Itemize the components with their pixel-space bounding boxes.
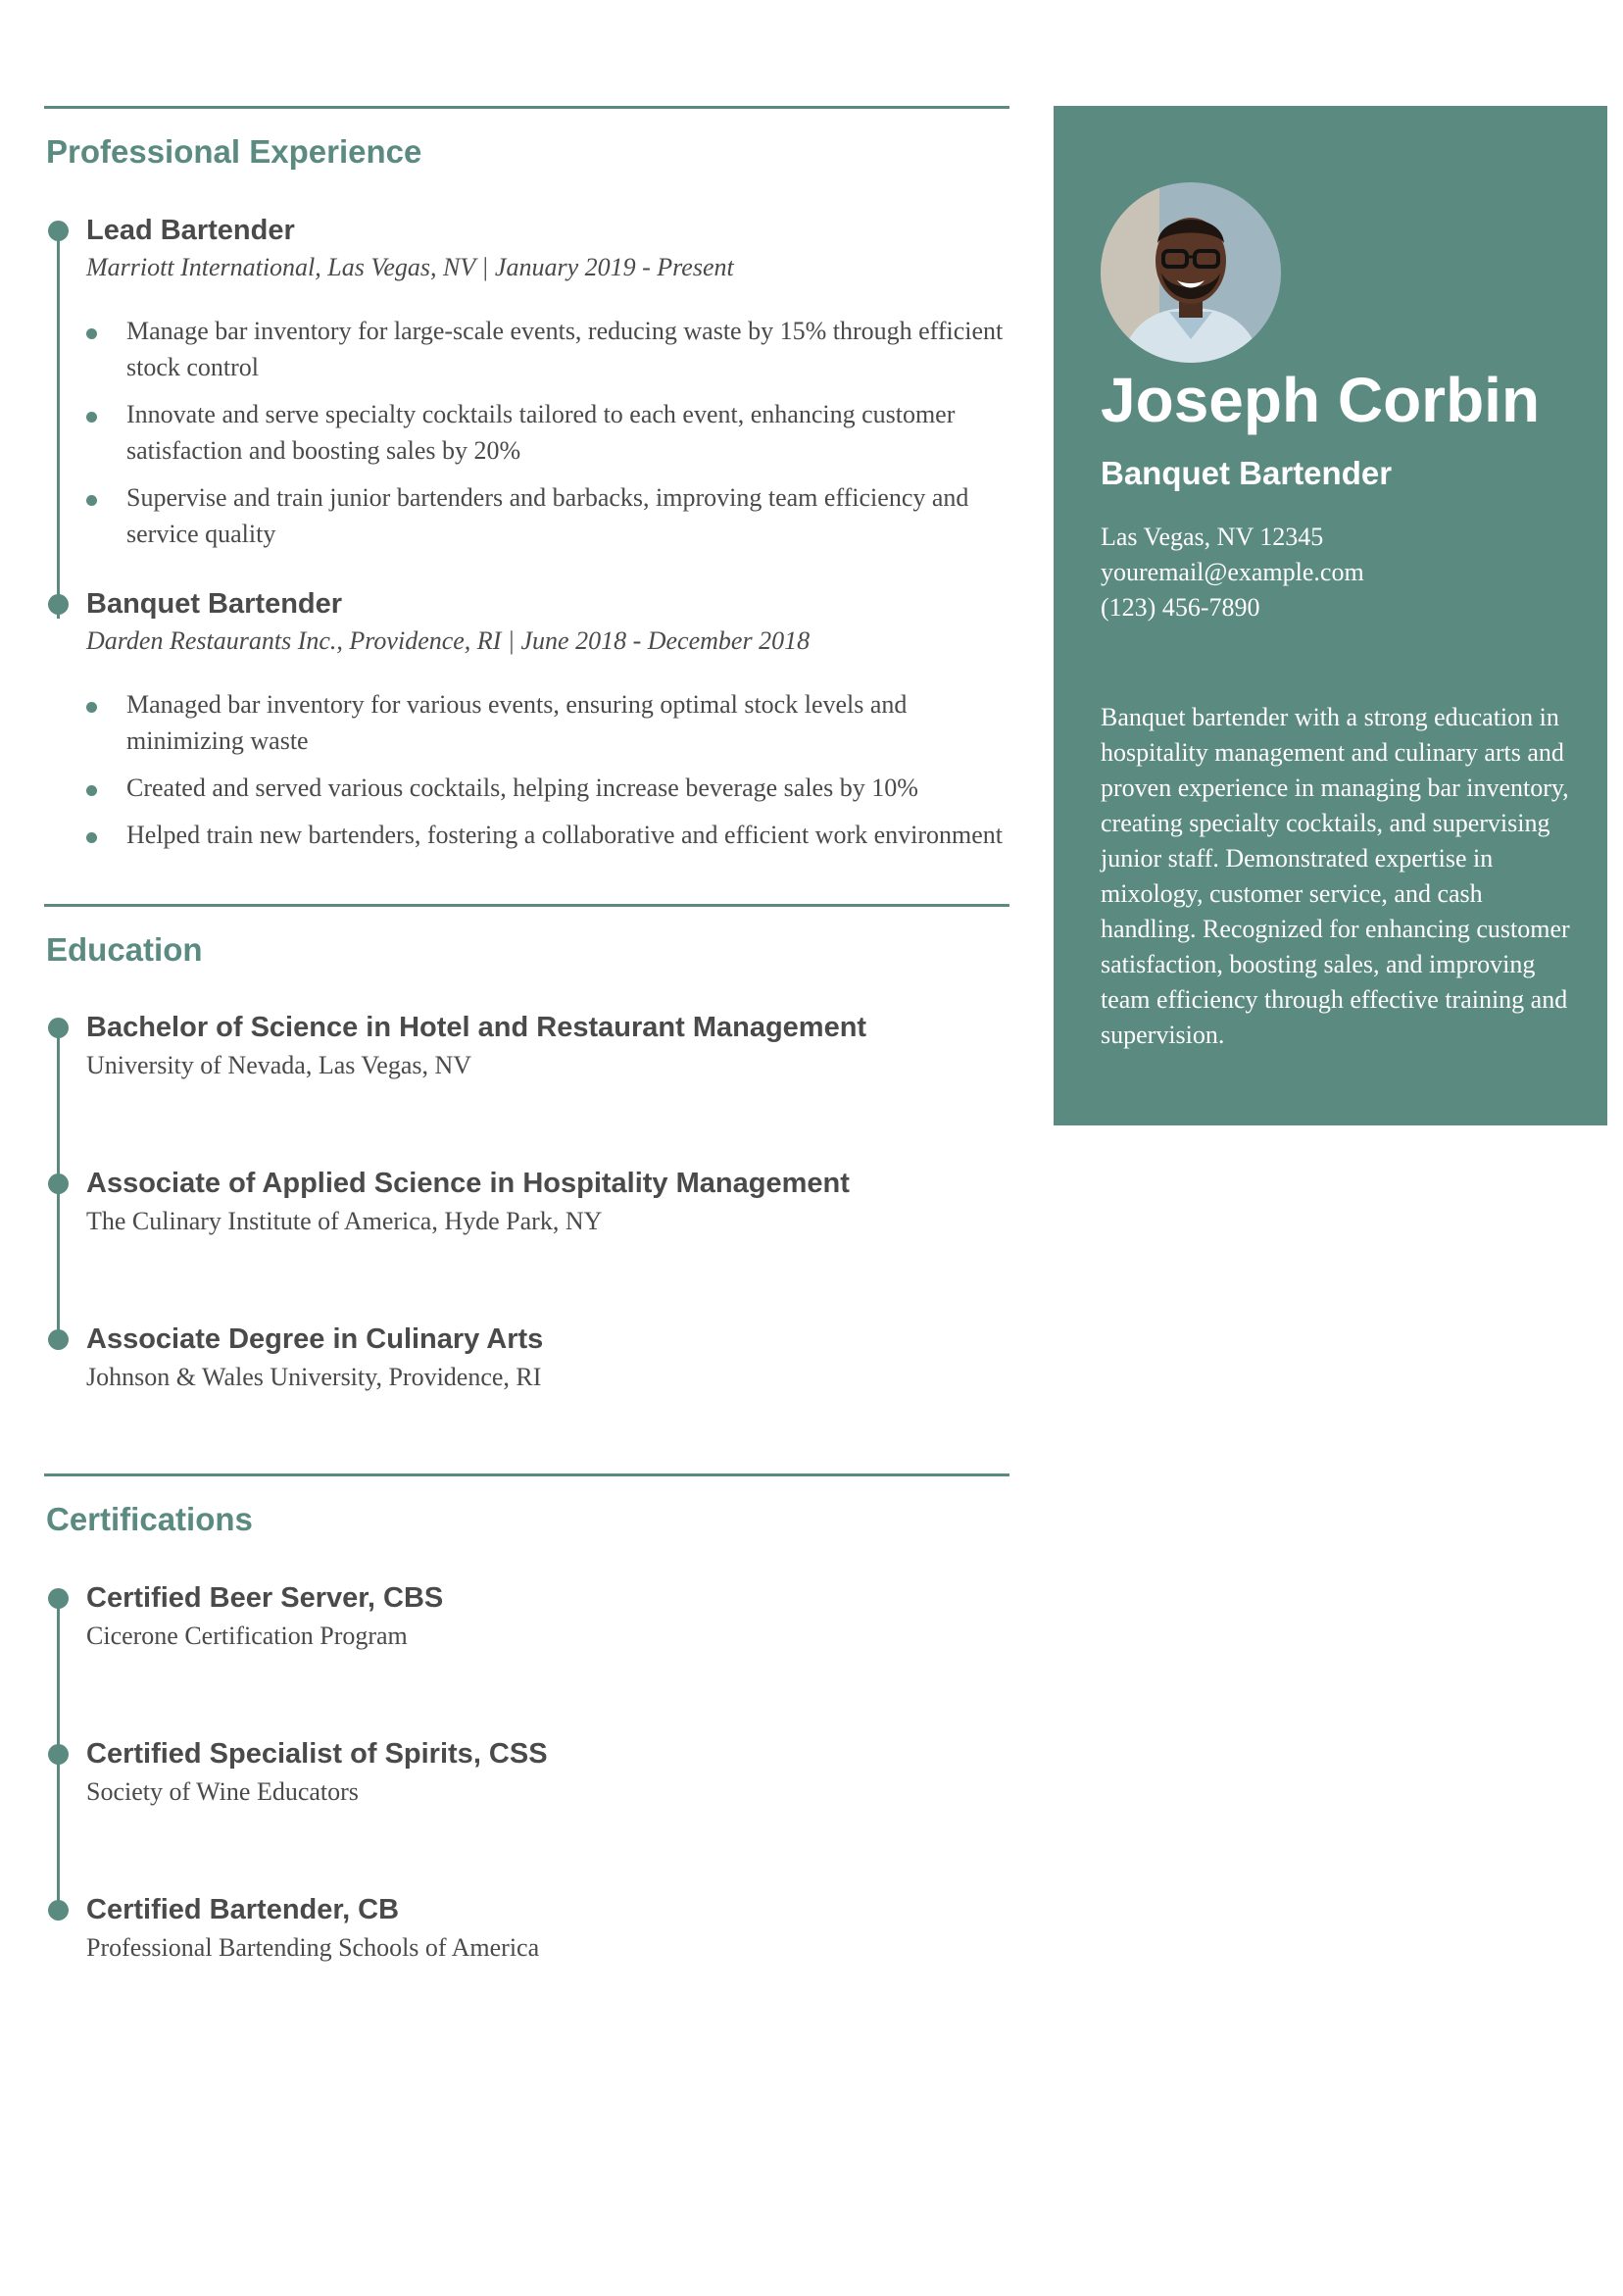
profile-summary: Banquet bartender with a strong education in hospitality management and culinary arts and proven experience in managing bar inventory, creating specialty cocktails, and supervising junior staff. Demonstrated expertise in mixology, customer service, and cash handling. Recognized for enhancing customer satisfaction, boosting sales, and improving team efficiency through effective training and supervision. <box>1101 703 1570 1049</box>
education-entry <box>44 1008 1009 1084</box>
bullet-text: Created and served various cocktails, helping increase beverage sales by 10% <box>126 773 918 802</box>
certifications-heading: Certifications <box>46 1501 253 1538</box>
certification-entry <box>44 1578 1009 1655</box>
job-bullets <box>86 313 1009 552</box>
degree-title: Bachelor of Science in Hotel and Restaurant Management <box>86 1012 867 1044</box>
timeline-dot <box>48 594 69 615</box>
certification-entry <box>44 1890 1009 1967</box>
bullet-dot <box>86 832 97 843</box>
job-bullets <box>86 686 1009 853</box>
timeline-dot <box>48 1588 69 1609</box>
email-link[interactable]: youremail@example.com <box>1101 558 1364 586</box>
bullet-text: Innovate and serve specialty cocktails tailored to each event, enhancing customer satisfaction and boosting sales by 20% <box>126 399 956 465</box>
certification-issuer: Society of Wine Educators <box>86 1776 359 1806</box>
avatar <box>1101 182 1281 363</box>
job-title: Banquet Bartender <box>86 587 343 620</box>
certification-entry <box>44 1734 1009 1811</box>
list-item <box>86 686 1009 759</box>
school-name: University of Nevada, Las Vegas, NV <box>86 1051 472 1080</box>
experience-timeline <box>44 211 1009 853</box>
certification-title: Certified Beer Server, CBS <box>86 1581 444 1614</box>
degree-title: Associate Degree in Culinary Arts <box>86 1323 544 1356</box>
education-heading: Education <box>46 930 203 968</box>
certification-title: Certified Bartender, CB <box>86 1893 400 1925</box>
timeline-dot <box>48 221 69 241</box>
education-entry <box>44 1320 1009 1396</box>
bullet-dot <box>86 785 97 796</box>
profile-sidebar <box>1054 106 1607 1125</box>
timeline-dot <box>48 1018 69 1038</box>
certification-issuer: Cicerone Certification Program <box>86 1621 408 1650</box>
bullet-dot <box>86 412 97 423</box>
bullet-text: Manage bar inventory for large-scale events, reducing waste by 15% through efficient stock control <box>126 316 1004 381</box>
school-name: The Culinary Institute of America, Hyde Park, NY <box>86 1207 603 1236</box>
certifications-section <box>44 1473 1009 1967</box>
certifications-timeline <box>44 1578 1009 1967</box>
education-entry <box>44 1164 1009 1240</box>
bullet-dot <box>86 495 97 506</box>
experience-section <box>44 106 1009 853</box>
timeline-dot <box>48 1173 69 1194</box>
job-title: Lead Bartender <box>86 214 295 246</box>
contact-info <box>1101 520 1364 625</box>
phone-text: (123) 456-7890 <box>1101 593 1260 622</box>
list-item <box>86 770 1009 806</box>
certification-issuer: Professional Bartending Schools of America <box>86 1932 540 1962</box>
bullet-dot <box>86 702 97 713</box>
job-entry <box>44 211 1009 552</box>
location-text: Las Vegas, NV 12345 <box>1101 523 1324 551</box>
bullet-text: Supervise and train junior bartenders and barbacks, improving team efficiency and service quality <box>126 482 969 548</box>
list-item <box>86 479 1009 552</box>
bullet-text: Managed bar inventory for various events, ensuring optimal stock levels and minimizing waste <box>126 689 908 755</box>
candidate-role: Banquet Bartender <box>1101 455 1393 491</box>
list-item <box>86 396 1009 469</box>
job-meta: Darden Restaurants Inc., Providence, RI | June 2018 - December 2018 <box>86 625 811 655</box>
education-timeline <box>44 1008 1009 1396</box>
experience-heading: Professional Experience <box>46 133 422 170</box>
certification-title: Certified Specialist of Spirits, CSS <box>86 1737 548 1770</box>
school-name: Johnson & Wales University, Providence, RI <box>86 1363 542 1392</box>
job-meta: Marriott International, Las Vegas, NV | January 2019 - Present <box>86 252 734 281</box>
main-column <box>44 106 1009 1967</box>
candidate-name: Joseph Corbin <box>1101 365 1541 435</box>
education-section <box>44 904 1009 1397</box>
timeline-dot <box>48 1900 69 1921</box>
job-entry <box>44 584 1009 853</box>
list-item <box>86 313 1009 385</box>
bullet-dot <box>86 328 97 339</box>
list-item <box>86 817 1009 853</box>
bullet-text: Helped train new bartenders, fostering a collaborative and efficient work environment <box>126 820 1004 849</box>
degree-title: Associate of Applied Science in Hospitality Management <box>86 1168 850 1200</box>
avatar-illustration <box>1101 182 1281 363</box>
timeline-dot <box>48 1744 69 1765</box>
timeline-dot <box>48 1329 69 1350</box>
